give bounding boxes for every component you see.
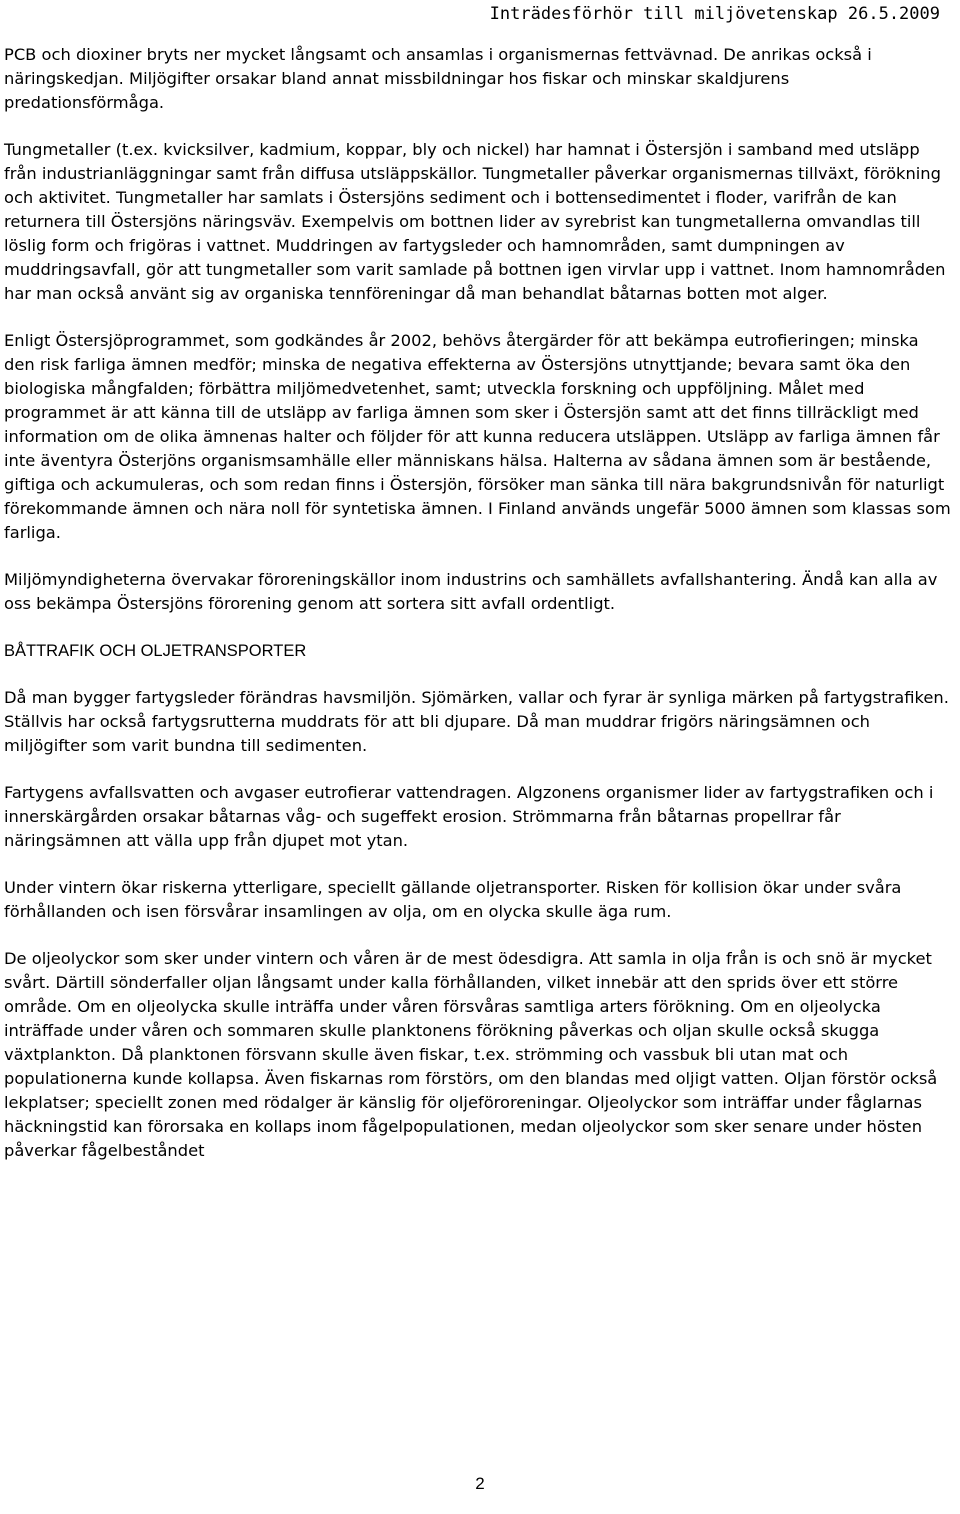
paragraph-heavy-metals: Tungmetaller (t.ex. kvicksilver, kadmium, koppar, bly och nickel) har hamnat i Östersjön i samband med utsläpp från industrianläggningar samt från diffusa utsläppskällor. Tungmetaller påverkar organismernas tillväxt, förökning och aktivitet. Tungmetaller har samlats i Östersjöns sediment och i bottensedimentet i floder, varifrån de kan returnera till Östersjöns näringsväv. Exempelvis om bottnen lider av syrebrist kan tungmetallerna omvandlas till löslig form och frigöras i vattnet. Muddringen av fartygsleder och hamnområden, samt dumpningen av muddringsavfall, gör att tungmetaller som varit samlade på bottnen igen virvlar upp i vattnet. Inom hamnområden har man också använt sig av organiska tennföreningar då man behandlat båtarnas botten mot alger. (4, 140, 946, 303)
paragraph-fairways: Då man bygger fartygsleder förändras havsmiljön. Sjömärken, vallar och fyrar är synliga märken på fartygstrafiken. Ställvis har också fartygsrutterna muddrats för att bli djupare. Då man muddrar frigörs näringsämnen och miljögifter som varit bundna till sedimenten. (4, 688, 949, 755)
page-header: Inträdesförhör till miljövetenskap 26.5.2009 (489, 4, 940, 24)
document-body (4, 43, 954, 1186)
paragraph-environment-authorities: Miljömyndigheterna övervakar föroreningskällor inom industrins och samhällets avfallshantering. Ändå kan alla av oss bekämpa Östersjöns förorening genom att sortera sitt avfall ordentligt. (4, 570, 938, 613)
paragraph-oil-accidents: De oljeolyckor som sker under vintern och våren är de mest ödesdigra. Att samla in olja från is och snö är mycket svårt. Därtill sönderfaller oljan långsamt under kalla förhållanden, vilket innebär att den sprids över ett större område. Om en oljeolycka skulle inträffa under våren försvåras samtliga arters förökning. Om en oljeolycka inträffade under våren och sommaren skulle planktonens förökning påverkas och oljan skulle också skugga växtplankton. Då planktonen försvann skulle även fiskar, t.ex. strömming och vassbuk bli utan mat och populationerna kunde kollapsa. Även fiskarnas rom förstörs, om den blandas med oljigt vatten. Oljan förstör också lekplatser; speciellt zonen med rödalger är känslig för oljeföroreningar. Oljeolyckor som inträffar under fåglarnas häckningstid kan förorsaka en kollaps inom fågelpopulationen, medan oljeolyckor som sker senare under hösten påverkar fågelbeståndet (4, 949, 938, 1160)
page-number: 2 (475, 1474, 485, 1493)
paragraph-baltic-programme: Enligt Östersjöprogrammet, som godkändes år 2002, behövs återgärder för att bekämpa eutrofieringen; minska den risk farliga ämnen medför; minska de negativa effekterna av Östersjöns utnyttjande; bevara samt öka den biologiska mångfalden; förbättra miljömedvetenhet, samt; utveckla forskning och uppföljning. Målet med programmet är att känna till de utsläpp av farliga ämnen som sker i Östersjön samt att det finns tillräckligt med information om de olika ämnenas halter och följder för att kunna reducera utsläppen. Utsläpp av farliga ämnen får inte äventyra Österjöns organismsamhälle eller människans hälsa. Halterna av sådana ämnen som är bestående, giftiga och ackumuleras, och som redan finns i Östersjön, försöker man sänka till nära bakgrundsnivån för naturligt förekommande ämnen och nära noll för syntetiska ämnen. I Finland används ungefär 5000 ämnen som klassas som farliga. (4, 331, 951, 542)
paragraph-pcb-dioxins: PCB och dioxiner bryts ner mycket långsamt och ansamlas i organismernas fettvävnad. De anrikas också i näringskedjan. Miljögifter orsakar bland annat missbildningar hos fiskar och minskar skaldjurens predationsförmåga. (4, 45, 872, 112)
paragraph-ship-waste: Fartygens avfallsvatten och avgaser eutrofierar vattendragen. Algzonens organismer lider av fartygstrafiken och i innerskärgården orsakar båtarnas våg- och sugeffekt erosion. Strömmarna från båtarnas propellrar får näringsämnen att välla upp från djupet mot ytan. (4, 783, 934, 850)
section-heading: BÅTTRAFIK OCH OLJETRANSPORTER (4, 642, 307, 660)
paragraph-winter-risks: Under vintern ökar riskerna ytterligare, speciellt gällande oljetransporter. Risken för kollision ökar under svåra förhållanden och isen försvårar insamlingen av olja, om en olycka skulle äga rum. (4, 878, 902, 921)
